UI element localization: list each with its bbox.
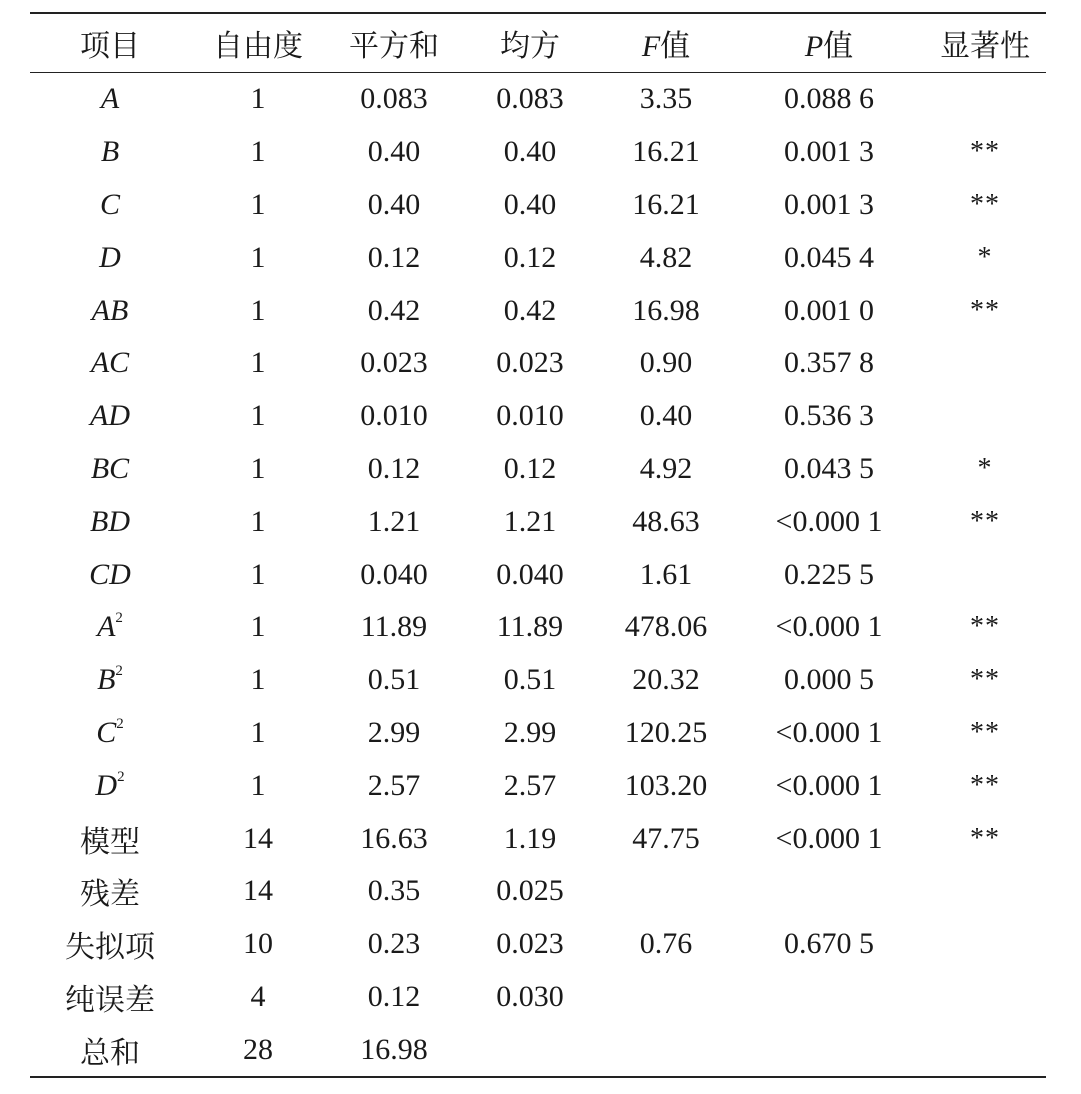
cell-sum-of-squares: 0.12 xyxy=(367,240,421,274)
term-exponent: 2 xyxy=(117,768,125,785)
cell-p-value xyxy=(734,1023,924,1077)
header-p-value xyxy=(734,13,924,73)
cell-f-value: 478.06 xyxy=(624,610,708,644)
table-row xyxy=(30,179,1046,232)
cell-p-value: 0.000 5 xyxy=(784,663,874,697)
cell-df: 1 xyxy=(250,663,266,697)
cell-df: 4 xyxy=(250,979,266,1013)
cell-f-value: 20.32 xyxy=(632,663,700,697)
cell-sum-of-squares: 0.010 xyxy=(360,399,428,433)
cell-f-value: 47.75 xyxy=(632,821,700,855)
cell-significance xyxy=(924,865,1046,918)
cell-f-value: 103.20 xyxy=(624,768,708,802)
header-item: 项目 xyxy=(80,30,140,63)
cell-df: 1 xyxy=(250,346,266,380)
cell-sum-of-squares: 11.89 xyxy=(360,610,428,644)
table-row xyxy=(30,126,1046,179)
cell-mean-square: 0.12 xyxy=(503,451,557,485)
cell-sum-of-squares: 0.42 xyxy=(367,293,421,327)
term-label: A xyxy=(100,82,120,116)
cell-significance: ** xyxy=(970,716,1000,748)
cell-mean-square: 1.19 xyxy=(503,821,557,855)
cell-item: 模型 xyxy=(80,825,140,859)
cell-significance: ** xyxy=(970,136,1000,168)
cell-mean-square: 0.42 xyxy=(503,293,557,327)
cell-item: 总和 xyxy=(80,1036,140,1070)
cell-item: 失拟项 xyxy=(65,931,155,965)
term-label: C xyxy=(96,715,117,749)
cell-sum-of-squares: 0.23 xyxy=(367,927,421,961)
cell-sum-of-squares: 0.083 xyxy=(360,82,428,116)
cell-sum-of-squares: 2.57 xyxy=(367,768,421,802)
cell-item xyxy=(30,337,190,390)
cell-p-value: <0.000 1 xyxy=(775,768,883,802)
cell-sum-of-squares: 0.023 xyxy=(360,346,428,380)
cell-f-value: 3.35 xyxy=(639,82,693,116)
cell-f-value: 0.76 xyxy=(639,927,693,961)
table-row xyxy=(30,548,1046,601)
table-row xyxy=(30,337,1046,390)
cell-p-value: 0.088 6 xyxy=(784,82,874,116)
cell-df: 1 xyxy=(250,557,266,591)
cell-sum-of-squares: 16.98 xyxy=(360,1032,428,1066)
cell-p-value: 0.001 3 xyxy=(784,187,874,221)
term-label: D xyxy=(99,240,121,274)
table-row xyxy=(30,601,1046,654)
cell-mean-square: 0.40 xyxy=(503,187,557,221)
cell-significance: ** xyxy=(970,611,1000,643)
cell-item xyxy=(30,284,190,337)
cell-df: 1 xyxy=(250,504,266,538)
cell-df: 1 xyxy=(250,399,266,433)
cell-df: 14 xyxy=(243,874,273,908)
table-row xyxy=(30,865,1046,918)
cell-df: 1 xyxy=(250,240,266,274)
cell-item xyxy=(30,390,190,443)
table-row xyxy=(30,971,1046,1024)
cell-mean-square: 11.89 xyxy=(496,610,564,644)
cell-significance xyxy=(924,337,1046,390)
term-label: CD xyxy=(89,557,131,591)
term-label: AD xyxy=(90,399,130,433)
cell-item: 纯误差 xyxy=(65,983,155,1017)
cell-df: 1 xyxy=(250,768,266,802)
cell-mean-square: 0.040 xyxy=(496,557,564,591)
table-row xyxy=(30,231,1046,284)
cell-sum-of-squares: 0.12 xyxy=(367,451,421,485)
cell-f-value: 16.21 xyxy=(632,187,700,221)
cell-significance: ** xyxy=(970,188,1000,220)
term-exponent: 2 xyxy=(116,715,124,732)
header-sum-of-squares: 平方和 xyxy=(349,30,439,63)
cell-p-value: 0.536 3 xyxy=(784,399,874,433)
cell-significance xyxy=(924,1023,1046,1077)
cell-mean-square: 0.40 xyxy=(503,135,557,169)
cell-p-value: 0.043 5 xyxy=(784,451,874,485)
term-exponent: 2 xyxy=(115,610,123,627)
cell-item: 残差 xyxy=(80,878,140,912)
cell-mean-square: 0.023 xyxy=(496,346,564,380)
cell-sum-of-squares: 1.21 xyxy=(367,504,421,538)
cell-significance xyxy=(924,918,1046,971)
term-label: B xyxy=(100,135,120,169)
cell-df: 1 xyxy=(250,135,266,169)
cell-df: 10 xyxy=(243,927,273,961)
cell-item xyxy=(30,231,190,284)
table-header-row xyxy=(30,13,1046,73)
cell-p-value: 0.225 5 xyxy=(784,557,874,591)
cell-item xyxy=(30,179,190,232)
table-row xyxy=(30,707,1046,760)
cell-mean-square: 0.51 xyxy=(503,663,557,697)
cell-f-value: 48.63 xyxy=(632,504,700,538)
cell-significance xyxy=(924,390,1046,443)
cell-item xyxy=(30,759,190,812)
cell-f-value: 0.40 xyxy=(639,399,693,433)
cell-p-value xyxy=(734,971,924,1024)
table-row xyxy=(30,284,1046,337)
table-row xyxy=(30,495,1046,548)
cell-significance: * xyxy=(977,452,993,484)
header-p-symbol: P xyxy=(804,30,824,63)
cell-significance: ** xyxy=(970,294,1000,326)
term-label: B xyxy=(97,663,116,697)
cell-df: 1 xyxy=(250,610,266,644)
cell-p-value: 0.045 4 xyxy=(784,240,874,274)
cell-df: 14 xyxy=(243,821,273,855)
cell-p-value: <0.000 1 xyxy=(775,610,883,644)
term-label: BC xyxy=(90,451,130,485)
cell-mean-square: 0.023 xyxy=(496,927,564,961)
cell-significance: ** xyxy=(970,505,1000,537)
cell-mean-square xyxy=(462,1023,598,1077)
anova-table xyxy=(30,12,1046,1078)
header-significance: 显著性 xyxy=(940,30,1030,63)
cell-p-value: 0.357 8 xyxy=(784,346,874,380)
cell-significance xyxy=(924,548,1046,601)
cell-df: 1 xyxy=(250,293,266,327)
term-label: C xyxy=(99,187,120,221)
cell-mean-square: 2.99 xyxy=(503,715,557,749)
cell-mean-square: 0.025 xyxy=(496,874,564,908)
anova-table-container xyxy=(30,12,1046,1078)
cell-f-value xyxy=(598,1023,734,1077)
cell-mean-square: 1.21 xyxy=(503,504,557,538)
term-label: D xyxy=(95,768,118,802)
cell-item xyxy=(30,707,190,760)
cell-p-value xyxy=(734,865,924,918)
table-row xyxy=(30,759,1046,812)
table-row xyxy=(30,1023,1046,1077)
cell-p-value: <0.000 1 xyxy=(775,821,883,855)
cell-sum-of-squares: 16.63 xyxy=(360,821,428,855)
cell-mean-square: 0.030 xyxy=(496,979,564,1013)
cell-mean-square: 0.010 xyxy=(496,399,564,433)
cell-sum-of-squares: 0.12 xyxy=(367,979,421,1013)
cell-f-value: 16.98 xyxy=(632,293,700,327)
header-f-text: 值 xyxy=(660,30,691,63)
cell-mean-square: 0.12 xyxy=(503,240,557,274)
table-row xyxy=(30,812,1046,865)
cell-p-value: <0.000 1 xyxy=(775,715,883,749)
cell-df: 1 xyxy=(250,451,266,485)
term-label: AB xyxy=(91,293,129,327)
cell-f-value: 4.82 xyxy=(639,240,693,274)
cell-p-value: 0.001 3 xyxy=(784,135,874,169)
cell-sum-of-squares: 0.040 xyxy=(360,557,428,591)
table-row xyxy=(30,443,1046,496)
header-p-text: 值 xyxy=(823,30,854,63)
cell-df: 1 xyxy=(250,82,266,116)
cell-item xyxy=(30,73,190,126)
cell-f-value: 16.21 xyxy=(632,135,700,169)
cell-df: 1 xyxy=(250,187,266,221)
cell-f-value: 0.90 xyxy=(639,346,693,380)
term-label: A xyxy=(97,610,116,644)
cell-significance: ** xyxy=(970,822,1000,854)
term-exponent: 2 xyxy=(115,663,123,680)
cell-f-value: 4.92 xyxy=(639,451,693,485)
cell-sum-of-squares: 0.40 xyxy=(367,187,421,221)
cell-f-value xyxy=(598,971,734,1024)
term-label: BD xyxy=(90,504,130,538)
table-row xyxy=(30,654,1046,707)
cell-item xyxy=(30,443,190,496)
cell-significance xyxy=(924,73,1046,126)
cell-f-value: 120.25 xyxy=(624,715,708,749)
cell-mean-square: 0.083 xyxy=(496,82,564,116)
cell-sum-of-squares: 2.99 xyxy=(367,715,421,749)
cell-f-value: 1.61 xyxy=(639,557,693,591)
header-df: 自由度 xyxy=(213,30,303,63)
table-row xyxy=(30,918,1046,971)
cell-p-value: <0.000 1 xyxy=(775,504,883,538)
table-row xyxy=(30,73,1046,126)
table-body xyxy=(30,73,1046,1078)
cell-f-value xyxy=(598,865,734,918)
table-row xyxy=(30,390,1046,443)
cell-item xyxy=(30,601,190,654)
cell-significance xyxy=(924,971,1046,1024)
cell-item xyxy=(30,495,190,548)
header-f-value xyxy=(598,13,734,73)
cell-df: 28 xyxy=(243,1032,273,1066)
cell-p-value: 0.001 0 xyxy=(784,293,874,327)
header-f-symbol: F xyxy=(641,30,661,63)
cell-item xyxy=(30,126,190,179)
cell-significance: ** xyxy=(970,769,1000,801)
cell-item xyxy=(30,654,190,707)
cell-df: 1 xyxy=(250,715,266,749)
cell-item xyxy=(30,548,190,601)
cell-significance: * xyxy=(977,241,993,273)
header-mean-square: 均方 xyxy=(500,30,560,63)
cell-mean-square: 2.57 xyxy=(503,768,557,802)
term-label: AC xyxy=(90,346,130,380)
cell-sum-of-squares: 0.35 xyxy=(367,874,421,908)
cell-sum-of-squares: 0.51 xyxy=(367,663,421,697)
cell-significance: ** xyxy=(970,664,1000,696)
cell-p-value: 0.670 5 xyxy=(784,927,874,961)
cell-sum-of-squares: 0.40 xyxy=(367,135,421,169)
